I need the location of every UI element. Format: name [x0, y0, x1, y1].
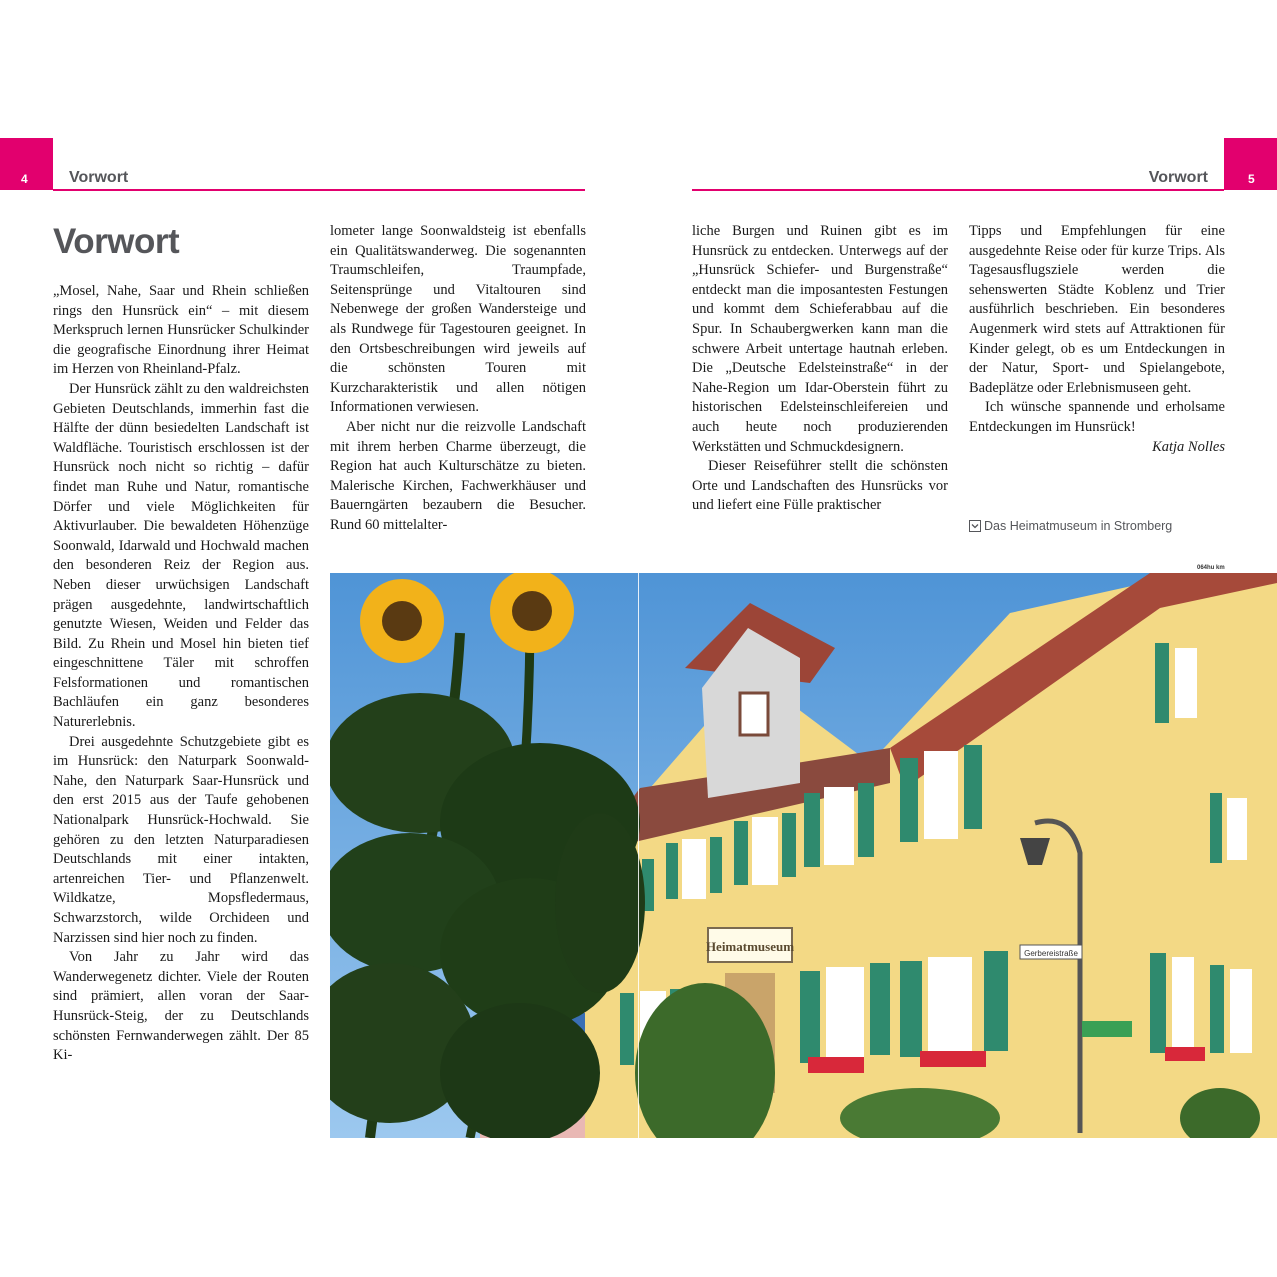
photo-heimatmuseum [330, 573, 1277, 1138]
page-tab-left [0, 138, 53, 190]
paragraph: Der Hunsrück zählt zu den waldreichsten Gebieten Deutschlands, immerhin fast die Hälfte der dünn besiedelten Landschaft ist Waldfläche. Touristisch erschlossen ist der Hunsrück noch nicht so richtig – dafür findet man Ruhe und Natur, romantische Dörfer und viele Möglichkeiten für Aktivurlauber. Die bewaldeten Höhenzüge Soonwald, Idarwald und Hochwald machen den besonderen Reiz der Region aus. Neben dieser urwüchsigen Landschaft prägen ausgedehnte, landwirtschaftlich genutzte Wiesen, Weiden und Felder das Bild. Zu Rhein und Mosel hin bieten tief eingeschnittene Täler mit schroffen Felsformationen und romantischen Bachläufen ein ganz besonderes Naturerlebnis. [53, 380, 309, 731]
paragraph: Ich wünsche spannende und erholsame Entdeckungen im Hunsrück! [969, 399, 1225, 435]
down-arrow-box-icon [969, 520, 981, 532]
header-rule-right [692, 189, 1224, 191]
sign-street: Gerbereistraße [1024, 949, 1078, 958]
paragraph: lometer lange Soonwaldsteig ist ebenfalls ein Qualitätswanderweg. Die sogenannten Traumschleifen, Traumpfade, Seitensprünge und Vitaltouren sind Nebenwege der großen Wandersteige und als Rundwege für Tagestouren geeignet. In den Ortsbeschreibungen wird jeweils auf die schönsten Touren mit Kurzcharakteristik und allen nötigen Informationen verwiesen. [330, 223, 586, 416]
paragraph: Von Jahr zu Jahr wird das Wanderwegenetz dichter. Viele der Routen sind prämiert, allen voran der Saar-Hunsrück-Steig, der zu Deutschlands schönsten Fernwanderwegen zählt. Der 85 Ki- [53, 949, 309, 1064]
photo-credit: 064hu km [1197, 565, 1225, 571]
page-gutter [638, 573, 639, 1138]
paragraph: Tipps und Empfehlungen für eine ausgedehnte Reise oder für kurze Trips. Als Tagesausflugsziele werden die sehenswerten Städte Koblenz und Trier ausführlich beschrieben. Ein besonderes Augenmerk wird stets auf Attraktionen für Kinder gelegt, ob es um Entdeckungen in der Natur, Sport- und Spielangebote, Badeplätze oder Erlebnismuseen geht. [969, 223, 1225, 396]
paragraph: liche Burgen und Ruinen gibt es im Hunsrück zu entdecken. Unterwegs auf der „Hunsrück Schiefer- und Burgenstraße“ entdeckt man die imposantesten Festungen und kommt dem Schieferabbau auf die Spur. In Schaubergwerken kann man die schwere Arbeit untertage hautnah erleben. Die „Deutsche Edelsteinstraße“ in der Nahe-Region um Idar-Oberstein führt zu historischen Edelsteinschleifereien und auch heute noch produzierenden Werkstätten und Schmuckdesignern. [692, 223, 948, 455]
photo-caption [969, 519, 1172, 533]
paragraph: Dieser Reiseführer stellt die schönsten Orte und Landschaften des Hunsrücks vor und liefert eine Fülle praktischer [692, 458, 948, 514]
paragraph: Aber nicht nur die reizvolle Landschaft mit ihrem herben Charme überzeugt, die Region hat auch Kulturschätze zu bieten. Malerische Kirchen, Fachwerkhäuser und Bauerngärten bezaubern die Besucher. Rund 60 mittelalter- [330, 418, 586, 533]
page-number-right: 5 [1248, 172, 1255, 186]
text-column-4 [969, 222, 1225, 457]
header-rule-left [53, 189, 585, 191]
text-column-1 [53, 282, 309, 1066]
sign-heimatmuseum: Heimatmuseum [705, 939, 795, 954]
page-title: Vorwort [53, 222, 180, 261]
text-column-3 [692, 222, 948, 516]
running-head-right: Vorwort [1148, 169, 1208, 186]
author-signature: Katja Nolles [1152, 438, 1225, 455]
page-number-left: 4 [21, 172, 28, 186]
page-tab-right [1224, 138, 1277, 190]
paragraph: „Mosel, Nahe, Saar und Rhein schließen rings den Hunsrück ein“ – mit diesem Merkspruch lernen Hunsrücker Schulkinder die geografische Einordnung ihrer Heimat im Herzen von Rheinland-Pfalz. [53, 283, 309, 378]
text-column-2 [330, 222, 586, 536]
photo-caption-text: Das Heimatmuseum in Stromberg [984, 519, 1173, 533]
paragraph: Drei ausgedehnte Schutzgebiete gibt es im Hunsrück: den Naturpark Soonwald-Nahe, den Naturpark Saar-Hunsrück und den erst 2015 aus der Taufe gehobenen Nationalpark Hunsrück-Hochwald. Sie gehören zu den letzten Naturparadiesen Deutschlands mit einer intakten, artenreichen Tier- und Pflanzenwelt. Wildkatze, Mopsfledermaus, Schwarzstorch, wilde Orchideen und Narzissen sind hier noch zu finden. [53, 733, 309, 946]
running-head-left: Vorwort [69, 169, 129, 186]
